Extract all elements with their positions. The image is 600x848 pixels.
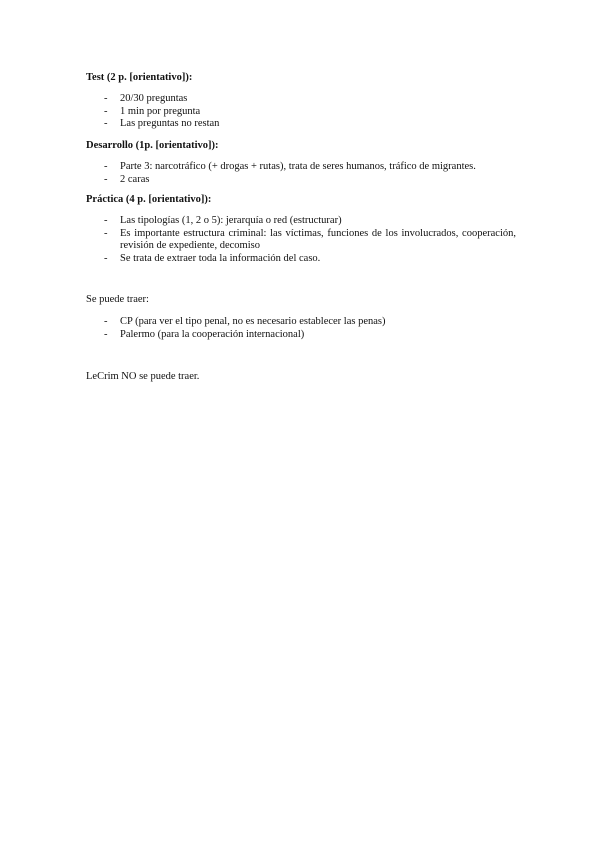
bullet-dash: - — [104, 161, 108, 172]
section-heading-desarrollo: Desarrollo (1p. [orientativo]): — [86, 140, 219, 151]
allowed-list — [104, 316, 516, 341]
list-item: - Es importante estructura criminal: las víctimas, funciones de los involucrados, cooperación, revisión de expediente, decomiso — [104, 227, 516, 251]
bullet-dash: - — [104, 173, 108, 185]
bullet-dash: - — [104, 227, 108, 239]
bullet-dash: - — [104, 252, 108, 264]
section-heading-test: Test (2 p. [orientativo]): — [86, 72, 193, 83]
allowed-intro: Se puede traer: — [86, 294, 149, 305]
practica-list — [104, 215, 516, 265]
bullet-dash: - — [104, 328, 108, 340]
list-item: - Palermo (para la cooperación internacional) — [104, 328, 305, 340]
bullet-dash: - — [104, 105, 108, 117]
section-heading-practica: Práctica (4 p. [orientativo]): — [86, 194, 212, 205]
list-item: - 1 min por pregunta — [104, 105, 201, 117]
bullet-dash: - — [104, 93, 108, 104]
list-item: - CP (para ver el tipo penal, no es necesario establecer las penas) — [104, 316, 386, 327]
test-list — [104, 93, 516, 131]
bullet-dash: - — [104, 316, 108, 327]
list-item: - Las tipologías (1, 2 o 5): jerarquía o red (estructurar) — [104, 215, 342, 226]
not-allowed-note: LeCrim NO se puede traer. — [86, 371, 200, 382]
list-item: - 20/30 preguntas — [104, 93, 188, 104]
desarrollo-list — [104, 161, 516, 186]
list-item: - Parte 3: narcotráfico (+ drogas + rutas), trata de seres humanos, tráfico de migrantes. — [104, 161, 476, 172]
list-item: - Se trata de extraer toda la información del caso. — [104, 252, 321, 264]
bullet-dash: - — [104, 215, 108, 226]
bullet-dash: - — [104, 118, 108, 129]
list-item: - Las preguntas no restan — [104, 118, 220, 129]
list-item: - 2 caras — [104, 173, 150, 185]
